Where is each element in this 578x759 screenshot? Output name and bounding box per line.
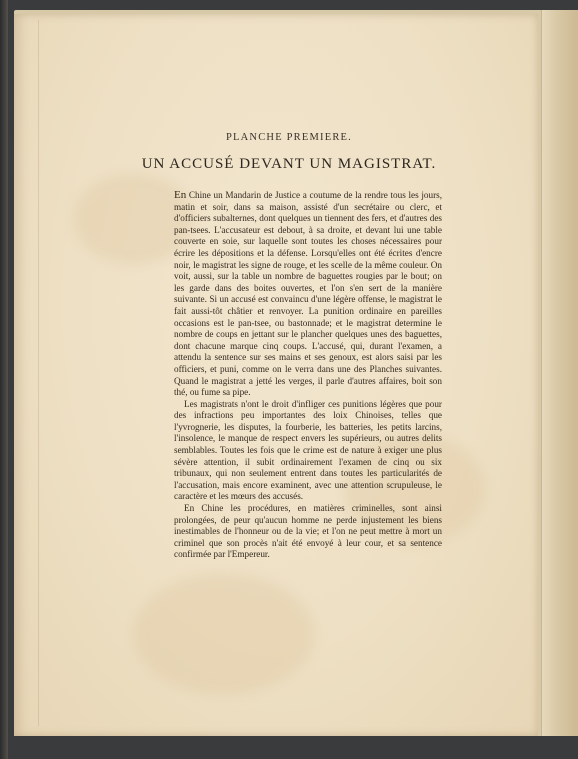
paper-stain — [134, 574, 314, 694]
plate-label: PLANCHE PREMIERE. — [226, 132, 352, 143]
page-edges — [541, 10, 578, 746]
paragraph — [174, 190, 442, 399]
paragraph: Les magistrats n'ont le droit d'infliger ces punitions légères que pour des infractions peu importantes des loix Chinoises, telles que l'yvrognerie, les disputes, la fourberie, les batteries, les petits larcins, l'insolence, le manque de respect envers les supérieurs, ou autres delits semblables. Toutes les fois que le crime est de nature à exiger une plus sévère attention, il subit ordinairement l'examen de cinq ou six tribunaux, qui non seulement entrent dans toutes les particularités de l'accusation, mais encore examinent, avec une attention scrupuleuse, le caractère et les mœurs des accusés. — [174, 398, 442, 502]
body-text — [174, 190, 442, 561]
paragraph-text: Chine un Mandarin de Justice a coutume de la rendre tous les jours, matin et soir, dans sa maison, assisté d'un secrétaire ou clerc, et d'officiers subalternes, dont quelques un tiennent des fers, et d'autres des pan-tsees. L'accusateur est debout, à sa droite, et devant lui une table couverte en soie, sur laquelle sont toutes les choses nécessaires pour écrire les dépositions et la défense. Lorsqu'elles ont été écrites d'encre noir, le magistrat les signe de rouge, et les scelle de la même couleur. On voit, aussi, sur la table un nombre de baguettes rougies par le bout; on les garde dans des boites ouvertes, et l'on s'en sert de la manière suivante. Si un accusé est convaincu d'une légère offense, le magistrat le fait aussi-tôt châtier et renvoyer. La punition ordinaire en pareilles occasions est le pan-tsee, ou bastonnade; et le magistrat determine le nombre de coups en jettant sur le plancher quelques unes des baguettes, dont chacune marque cinq coups. L'accusé, qui, durant l'examen, a attendu la sentence sur ses mains et ses genoux, est alors saisi par les officiers, et puni, comme on le verra dans une des Planches suivantes. Quand le magistrat a jetté les verges, il parle d'autres affaires, boit son thé, ou fume sa pipe. — [174, 190, 442, 398]
dropcap: En — [174, 189, 187, 201]
book-binding — [0, 0, 8, 759]
page-title: UN ACCUSÉ DEVANT UN MAGISTRAT. — [141, 156, 437, 172]
scan-background — [14, 736, 578, 759]
paragraph: En Chine les procédures, en matières criminelles, sont ainsi prolongées, de peur qu'aucun homme ne perde injustement les biens inestimables de l'honneur ou de la vie; et l'on ne peut mettre à mort un criminel que son procès n'ait été envoyé à leur cour, et sa sentence confirmée par l'Empereur. — [174, 503, 442, 560]
